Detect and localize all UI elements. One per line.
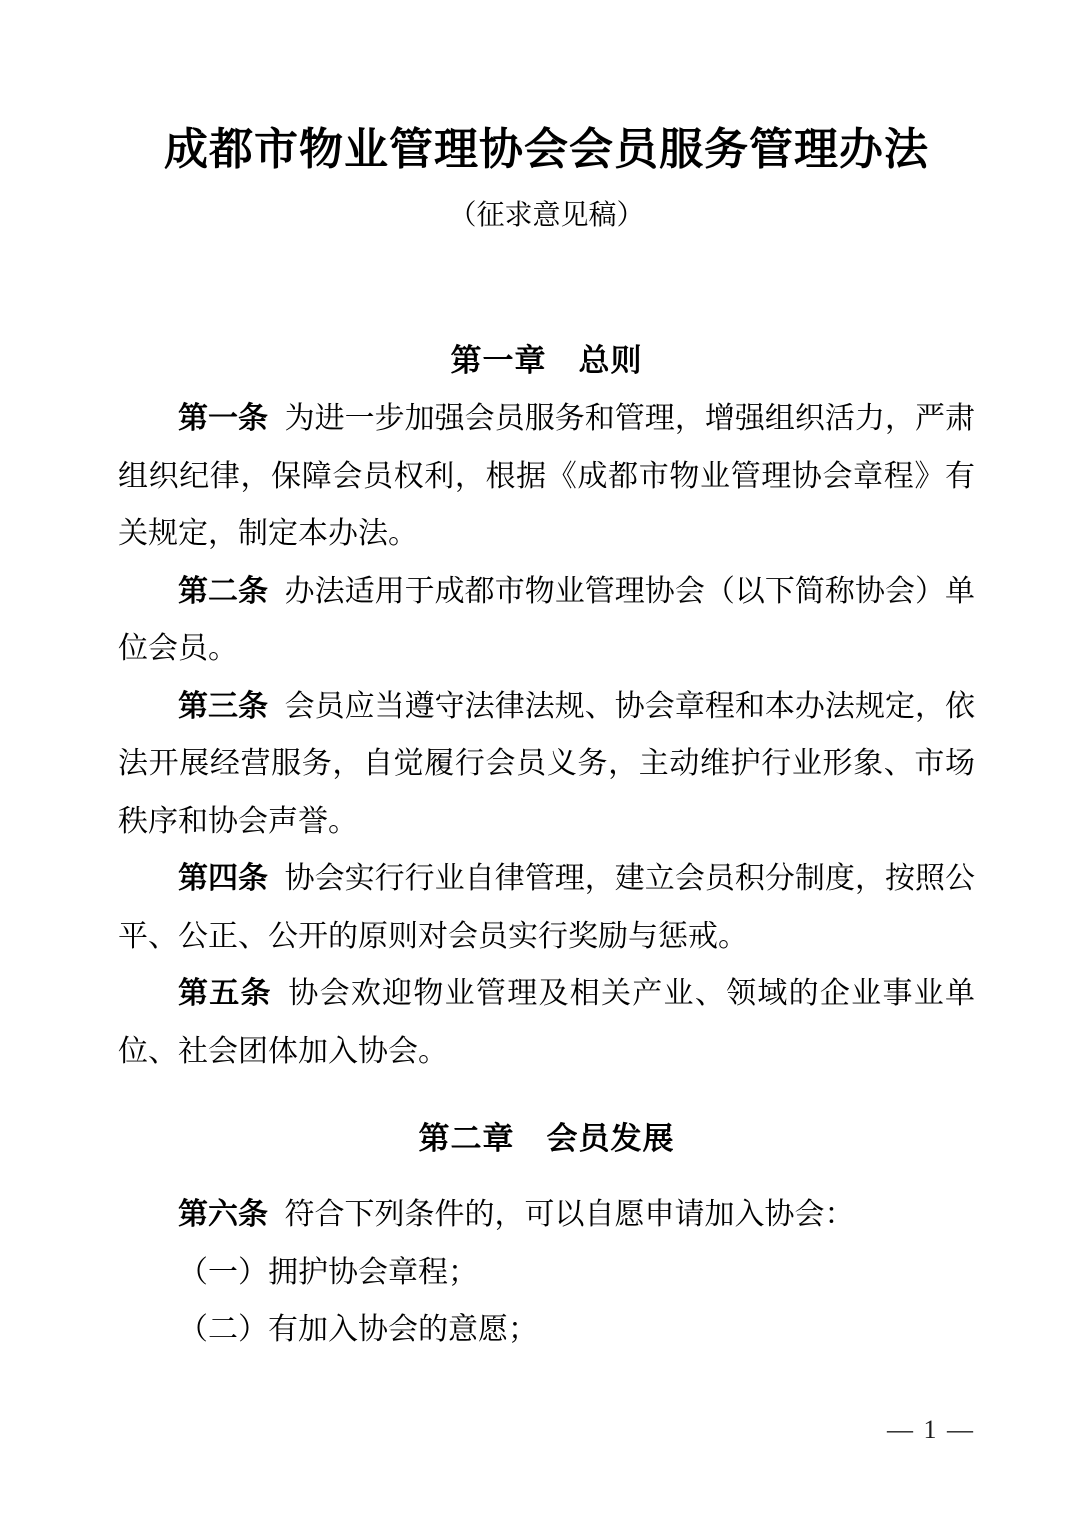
page-number: — 1 — (887, 1415, 975, 1444)
article-4-label: 第四条 (178, 862, 269, 895)
article-4 (118, 850, 975, 965)
article-1 (118, 390, 975, 563)
article-3 (118, 678, 975, 851)
article-6-text: 符合下列条件的，可以自愿申请加入协会： (284, 1198, 855, 1231)
article-4-text: 协会实行行业自律管理，建立会员积分制度，按照公平、公正、公开的原则对会员实行奖励与惩戒。 (118, 862, 976, 953)
chapter-2-heading: 第二章 会员发展 (418, 1121, 675, 1156)
article-5-text: 协会欢迎物业管理及相关产业、领域的企业事业单位、社会团体加入协会。 (118, 977, 975, 1068)
article-1-label: 第一条 (178, 402, 269, 435)
clause-2: （二）有加入协会的意愿； (178, 1313, 538, 1346)
document-subtitle: （征求意见稿） (448, 200, 645, 231)
article-5 (118, 965, 975, 1080)
article-2 (118, 563, 975, 678)
article-6 (118, 1186, 975, 1244)
article-5-label: 第五条 (178, 977, 272, 1010)
article-2-label: 第二条 (178, 574, 269, 608)
article-3-label: 第三条 (178, 689, 269, 723)
article-1-text: 为进一步加强会员服务和管理，增强组织活力，严肃组织纪律，保障会员权利，根据《成都市物业管理协会章程》有关规定，制定本办法。 (118, 402, 976, 550)
document-title: 成都市物业管理协会会员服务管理办法 (164, 125, 929, 174)
article-3-text: 会员应当遵守法律法规、协会章程和本办法规定，依法开展经营服务，自觉履行会员义务，主动维护行业形象、市场秩序和协会声誉。 (118, 689, 976, 838)
chapter-1-heading: 第一章 总则 (450, 343, 643, 378)
article-2-text: 办法适用于成都市物业管理协会（以下简称协会）单位会员。 (118, 574, 976, 665)
article-6-label: 第六条 (178, 1198, 268, 1231)
clause-1: （一）拥护协会章程； (178, 1255, 478, 1289)
